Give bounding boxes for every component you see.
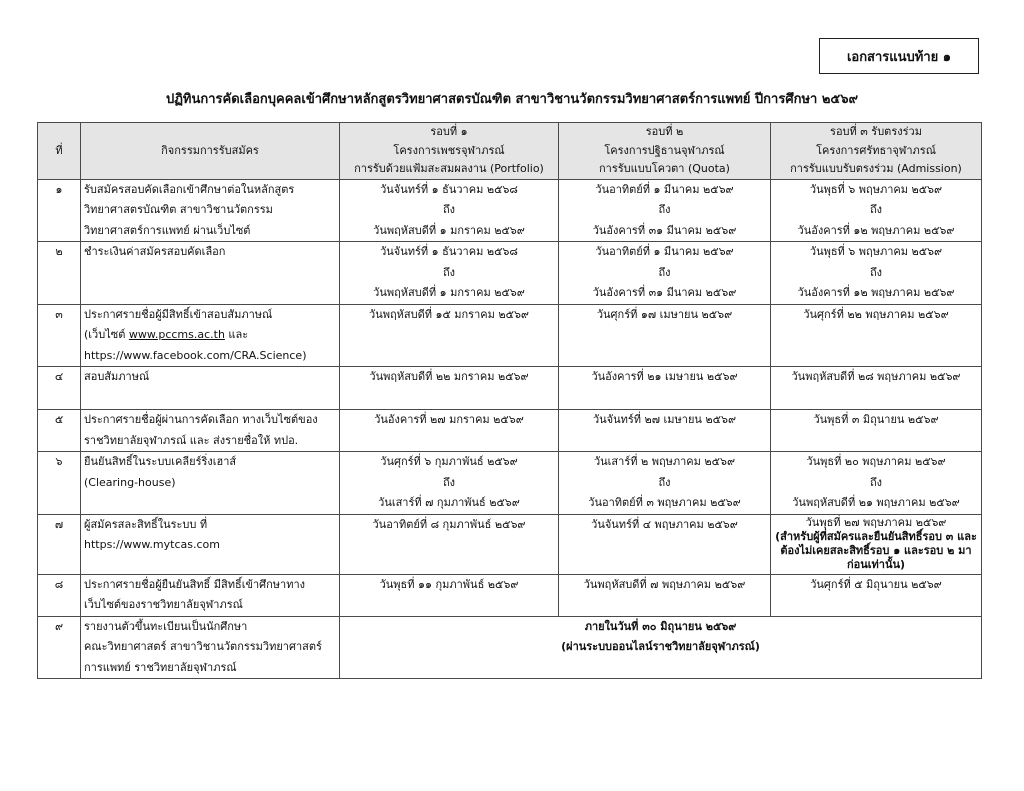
round-1-name: รอบที่ ๑ [430, 125, 468, 138]
round-2-date [559, 574, 771, 616]
col-header-round-3 [771, 123, 982, 180]
date-line: วันจันทร์ที่ ๒๗ เมษายน ๒๕๖๙ [592, 413, 737, 426]
date-line: วันอังคารที่ ๒๗ มกราคม ๒๕๖๙ [374, 413, 524, 426]
date-line: วันพฤหัสบดีที่ ๒๑ พฤษภาคม ๒๕๖๙ [792, 496, 960, 509]
row-number: ๔ [38, 367, 81, 410]
date-line: วันพุธที่ ๒๐ พฤษภาคม ๒๕๖๙ [806, 455, 946, 468]
date-line: วันพุธที่ ๒๗ พฤษภาคม ๒๕๖๙ [805, 515, 947, 529]
activity-line: ประกาศรายชื่อผู้มีสิทธิ์เข้าสอบสัมภาษณ์ [84, 307, 273, 321]
activity-line [84, 325, 336, 346]
round-1-project: โครงการเพชรจุฬาภรณ์ [393, 143, 505, 157]
round-3-date [771, 452, 982, 515]
round-3-date [771, 574, 982, 616]
date-line: วันพฤหัสบดีที่ ๑๕ มกราคม ๒๕๖๙ [369, 307, 529, 321]
round-2-date [559, 514, 771, 574]
activity-line: ชำระเงินค่าสมัครสอบคัดเลือก [84, 245, 226, 258]
date-line: วันอังคารที่ ๑๒ พฤษภาคม ๒๕๖๙ [797, 286, 955, 299]
pccms-website-link[interactable]: www.pccms.ac.th [128, 328, 225, 341]
round-3-name: รอบที่ ๓ รับตรงร่วม [830, 125, 922, 138]
activity-line: ยืนยันสิทธิ์ในระบบเคลียร์ริ่งเฮาส์ [84, 455, 237, 468]
round-3-withdrawal-note: (สำหรับผู้ที่สมัครและยืนยันสิทธิ์รอบ ๓ และต้องไม่เคยสละสิทธิ์รอบ ๑ และรอบ ๒ มาก่อนเท่านั้น) [775, 529, 977, 571]
table-row [38, 452, 982, 515]
date-line: ถึง [658, 475, 671, 489]
row-activity [81, 179, 340, 242]
date-line: วันเสาร์ที่ ๗ กุมภาพันธ์ ๒๕๖๙ [378, 496, 520, 509]
activity-line: สอบสัมภาษณ์ [84, 370, 150, 383]
round-1-date [340, 242, 559, 305]
date-line: วันเสาร์ที่ ๒ พฤษภาคม ๒๕๖๙ [593, 455, 736, 468]
date-line: วันอาทิตย์ที่ ๓ พฤษภาคม ๒๕๖๙ [588, 496, 741, 509]
date-line: วันอังคารที่ ๒๑ เมษายน ๒๕๖๙ [591, 370, 738, 383]
date-line: วันจันทร์ที่ ๑ ธันวาคม ๒๕๖๘ [380, 182, 518, 196]
round-1-date [340, 304, 559, 367]
facebook-url-text: https://www.facebook.com/CRA.Science) [84, 348, 307, 362]
round-1-date [340, 574, 559, 616]
date-line: ถึง [869, 203, 883, 216]
col-header-round-1 [340, 123, 559, 180]
row-activity [81, 304, 340, 367]
date-line: วันอาทิตย์ที่ ๑ มีนาคม ๒๕๖๙ [595, 182, 734, 196]
round-2-date [559, 367, 771, 410]
activity-line: ประกาศรายชื่อผู้ผ่านการคัดเลือก ทางเว็บไซต์ของ [84, 413, 318, 426]
activity-text: (เว็บไซต์ [84, 328, 129, 341]
date-line: ถึง [869, 475, 883, 489]
date-line: วันพฤหัสบดีที่ ๑ มกราคม ๒๕๖๙ [373, 223, 525, 237]
date-line: วันพุธที่ ๖ พฤษภาคม ๒๕๖๙ [809, 182, 943, 196]
date-line: วันพฤหัสบดีที่ ๑ มกราคม ๒๕๖๙ [373, 286, 525, 299]
activity-line: รายงานตัวขึ้นทะเบียนเป็นนักศึกษา [84, 619, 248, 633]
activity-line: การแพทย์ ราชวิทยาลัยจุฬาภรณ์ [84, 660, 237, 674]
table-header-row [38, 123, 982, 180]
round-2-date [559, 242, 771, 305]
date-line: วันพฤหัสบดีที่ ๗ พฤษภาคม ๒๕๖๙ [583, 577, 746, 591]
table-row [38, 514, 982, 574]
round-2-date [559, 179, 771, 242]
date-line: วันอังคารที่ ๓๑ มีนาคม ๒๕๖๙ [592, 286, 737, 299]
date-line: วันศุกร์ที่ ๖ กุมภาพันธ์ ๒๕๖๙ [380, 455, 518, 468]
mytcas-url-text: https://www.mytcas.com [84, 538, 220, 551]
row-number: ๑ [38, 179, 81, 242]
date-line: ถึง [442, 203, 456, 216]
row-activity [81, 242, 340, 305]
round-1-date [340, 367, 559, 410]
row-activity [81, 574, 340, 616]
round-1-type: การรับด้วยแฟ้มสะสมผลงาน (Portfolio) [354, 162, 544, 175]
row-activity [81, 452, 340, 515]
round-3-project: โครงการศรัทธาจุฬาภรณ์ [816, 143, 936, 157]
date-line: ถึง [442, 265, 456, 279]
round-3-date [771, 304, 982, 367]
date-line: ถึง [442, 475, 456, 489]
row-number: ๕ [38, 410, 81, 452]
activity-line: (Clearing-house) [84, 475, 176, 489]
document-title: ปฏิทินการคัดเลือกบุคคลเข้าศึกษาหลักสูตรวิทยาศาสตรบัณฑิต สาขาวิชานวัตกรรมวิทยาศาสตร์การแพทย์ ปีการศึกษา ๒๕๖๙ [165, 92, 859, 107]
round-1-date [340, 514, 559, 574]
date-line: วันจันทร์ที่ ๑ ธันวาคม ๒๕๖๘ [380, 245, 518, 258]
table-row [38, 410, 982, 452]
activity-line: รับสมัครสอบคัดเลือกเข้าศึกษาต่อในหลักสูตร [84, 182, 295, 196]
round-3-date [771, 179, 982, 242]
round-3-type: การรับแบบรับตรงร่วม (Admission) [790, 162, 962, 175]
activity-line: เว็บไซต์ของราชวิทยาลัยจุฬาภรณ์ [84, 598, 243, 611]
col-header-no: ที่ [38, 123, 81, 180]
round-2-date [559, 410, 771, 452]
date-line: วันอังคารที่ ๑๒ พฤษภาคม ๒๕๖๙ [797, 223, 955, 237]
date-line: วันพฤหัสบดีที่ ๒๒ มกราคม ๒๕๖๙ [369, 370, 529, 383]
activity-line: วิทยาศาสตร์การแพทย์ ผ่านเว็บไซต์ [84, 223, 251, 237]
row-number: ๙ [38, 616, 81, 679]
date-line: วันจันทร์ที่ ๔ พฤษภาคม ๒๕๖๙ [591, 517, 738, 531]
table-row [38, 179, 982, 242]
admission-schedule-table [37, 122, 982, 679]
round-2-name: รอบที่ ๒ [645, 125, 684, 138]
date-line: วันศุกร์ที่ ๑๗ เมษายน ๒๕๖๙ [596, 307, 733, 321]
col-header-round-2 [559, 123, 771, 180]
date-line: วันพุธที่ ๖ พฤษภาคม ๒๕๖๙ [809, 245, 943, 258]
table-row [38, 616, 982, 679]
table-row [38, 304, 982, 367]
row-activity [81, 367, 340, 410]
table-row [38, 242, 982, 305]
round-1-date [340, 179, 559, 242]
date-line: ถึง [658, 203, 671, 216]
date-line: วันอังคารที่ ๓๑ มีนาคม ๒๕๖๙ [592, 223, 737, 237]
round-2-date [559, 452, 771, 515]
registration-deadline-merged-cell [340, 616, 982, 679]
activity-line: วิทยาศาสตรบัณฑิต สาขาวิชานวัตกรรม [84, 203, 273, 216]
date-line: วันอาทิตย์ที่ ๑ มีนาคม ๒๕๖๙ [595, 245, 734, 258]
activity-line: ประกาศรายชื่อผู้ยืนยันสิทธิ์ มีสิทธิ์เข้าศึกษาทาง [84, 577, 306, 591]
row-activity [81, 410, 340, 452]
row-activity [81, 616, 340, 679]
date-line: วันศุกร์ที่ ๕ มิถุนายน ๒๕๖๙ [810, 577, 942, 591]
date-line: วันพุธที่ ๓ มิถุนายน ๒๕๖๙ [813, 413, 939, 426]
row-number: ๖ [38, 452, 81, 515]
round-2-type: การรับแบบโควตา (Quota) [599, 162, 730, 175]
round-3-date [771, 242, 982, 305]
round-2-date [559, 304, 771, 367]
col-header-activity: กิจกรรมการรับสมัคร [81, 123, 340, 180]
table-row [38, 367, 982, 410]
table-row [38, 574, 982, 616]
round-3-date [771, 514, 982, 574]
row-number: ๒ [38, 242, 81, 305]
activity-line: ราชวิทยาลัยจุฬาภรณ์ และ ส่งรายชื่อให้ ทปอ. [84, 433, 299, 447]
activity-line: คณะวิทยาศาสตร์ สาขาวิชานวัตกรรมวิทยาศาสตร์ [84, 640, 322, 653]
date-line: วันพุธที่ ๑๑ กุมภาพันธ์ ๒๕๖๙ [379, 577, 519, 591]
annex-label: เอกสารแนบท้าย ๑ [819, 38, 979, 74]
date-line: วันศุกร์ที่ ๒๒ พฤษภาคม ๒๕๖๙ [803, 307, 949, 321]
round-2-project: โครงการปฐิธานจุฬาภรณ์ [604, 143, 725, 157]
date-line: วันอาทิตย์ที่ ๘ กุมภาพันธ์ ๒๕๖๙ [372, 517, 526, 531]
round-3-date [771, 367, 982, 410]
row-number: ๗ [38, 514, 81, 574]
date-line: ถึง [869, 265, 883, 279]
registration-channel: (ผ่านระบบออนไลน์ราชวิทยาลัยจุฬาภรณ์) [561, 640, 760, 653]
row-number: ๓ [38, 304, 81, 367]
round-1-date [340, 452, 559, 515]
date-line: ถึง [658, 265, 671, 279]
activity-text: และ [224, 328, 249, 341]
date-line: วันพฤหัสบดีที่ ๒๘ พฤษภาคม ๒๕๖๙ [791, 370, 961, 383]
round-1-date [340, 410, 559, 452]
row-number: ๘ [38, 574, 81, 616]
registration-deadline: ภายในวันที่ ๓๐ มิถุนายน ๒๕๖๙ [584, 619, 737, 633]
row-activity [81, 514, 340, 574]
activity-line: ผู้สมัครสละสิทธิ์ในระบบ ที่ [84, 517, 208, 531]
round-3-date [771, 410, 982, 452]
